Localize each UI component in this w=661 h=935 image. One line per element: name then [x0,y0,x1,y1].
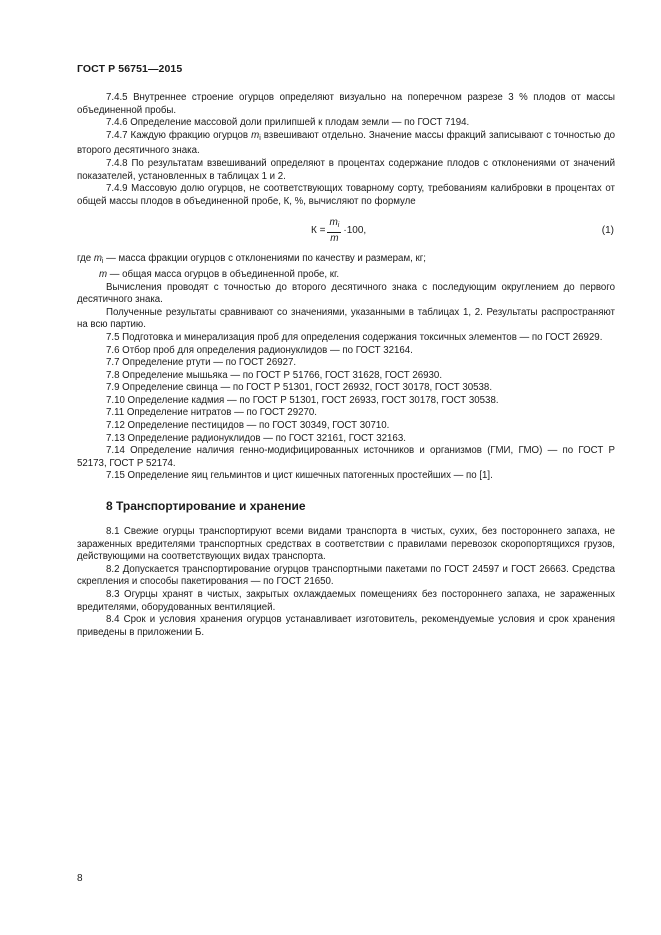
paragraph-results: Полученные результаты сравнивают со значениями, указанными в таблицах 1, 2. Результаты распространяют на всю партию. [77,306,615,331]
paragraph-7-4-5: 7.4.5 Внутреннее строение огурцов определяют визуально на поперечном разрезе 3 % плодов от массы объединенной пробы. [77,92,615,116]
paragraph-7-4-9: 7.4.9 Массовую долю огурцов, не соответствующих товарному сорту, требованиям калибровки в процентах от общей массы плодов в объединенной пробе, К, %, вычисляют по формуле [77,183,615,207]
formula-numerator: $m_i$ [327,217,341,233]
paragraph-7-6: 7.6 Отбор проб для определения радионуклидов — по ГОСТ 32164. [106,344,413,356]
section-8-heading: 8 Транспортирование и хранение [106,499,306,514]
paragraph-7-11: 7.11 Определение нитратов — по ГОСТ 29270. [106,407,317,419]
paragraph-8-2: 8.2 Допускается транспортирование огурцов транспортными пакетами по ГОСТ 24597 и ГОСТ 26663. Средства скрепления и способы пакетирования — по ГОСТ 21650. [77,563,615,588]
paragraph-7-9: 7.9 Определение свинца — по ГОСТ Р 51301, ГОСТ 26932, ГОСТ 30178, ГОСТ 30538. [106,382,493,394]
paragraph-7-12: 7.12 Определение пестицидов — по ГОСТ 30349, ГОСТ 30710. [106,420,390,432]
paragraph-7-4-8: 7.4.8 По результатам взвешиваний определяют в процентах содержание плодов с отклонениями от значений показателей, установленных в таблицах 1 и 2. [77,157,615,182]
paragraph-calc-precision: Вычисления проводят с точностью до второго десятичного знака с последующим округлением до первого десятичного знака. [77,281,615,306]
paragraph-8-1: 8.1 Свежие огурцы транспортируют всеми видами транспорта в чистых, сухих, без постороннего запаха, не зараженных вредителями транспортных средствах в соответствии с правилами перевозок скоропортящихся грузов, действующими на соответствующих видах транспорта. [77,526,615,563]
formula-block [77,213,615,249]
paragraph-7-15: 7.15 Определение яиц гельминтов и цист кишечных патогенных простейших — по [1]. [106,470,493,482]
paragraph-8-4: 8.4 Срок и условия хранения огурцов устанавливает изготовитель, рекомендуемые условия и срок хранения приведены в приложении Б. [77,614,615,638]
formula-fraction [327,217,341,245]
paragraph-7-5: 7.5 Подготовка и минерализация проб для определения содержания токсичных элементов — по ГОСТ 26929. [106,331,603,343]
paragraph-7-8: 7.8 Определение мышьяка — по ГОСТ Р 51766, ГОСТ 31628, ГОСТ 26930. [106,369,443,381]
paragraph-7-10: 7.10 Определение кадмия — по ГОСТ Р 51301, ГОСТ 26933, ГОСТ 30178, ГОСТ 30538. [106,394,499,406]
document-header: ГОСТ Р 56751—2015 [77,63,183,75]
paragraph-7-4-6: 7.4.6 Определение массовой доли прилипшей к плодам земли — по ГОСТ 7194. [106,117,470,129]
paragraph-7-13: 7.13 Определение радионуклидов — по ГОСТ 32161, ГОСТ 32163. [106,432,406,444]
paragraph-7-14: 7.14 Определение наличия генно-модифицированных источников и организмов (ГМИ, ГМО) — по ГОСТ Р 52173, ГОСТ Р 52174. [77,445,615,469]
formula [311,217,366,245]
formula-lhs: К = [311,225,326,237]
page-number: 8 [77,873,83,884]
where-line-1: где $m_i$ — масса фракции огурцов с отклонениями по качеству и размерам, кг; [77,253,426,266]
formula-number: (1) [601,225,614,237]
paragraph-7-4-7: 7.4.7 Каждую фракцию огурцов $m_i$ взвешивают отдельно. Значение массы фракций записывают с точностью до второго десятичного знака. [77,129,615,157]
paragraph-8-3: 8.3 Огурцы хранят в чистых, закрытых охлаждаемых помещениях без постороннего запаха, не зараженных вредителями, оборудованных вентиляцией. [77,589,615,613]
paragraph-7-7: 7.7 Определение ртути — по ГОСТ 26927. [106,357,297,369]
formula-denominator: m [330,233,339,245]
where-line-2: m — общая масса огурцов в объединенной пробе, кг. [99,268,340,280]
formula-rhs: ·100, [343,225,367,237]
document-body [77,92,615,639]
